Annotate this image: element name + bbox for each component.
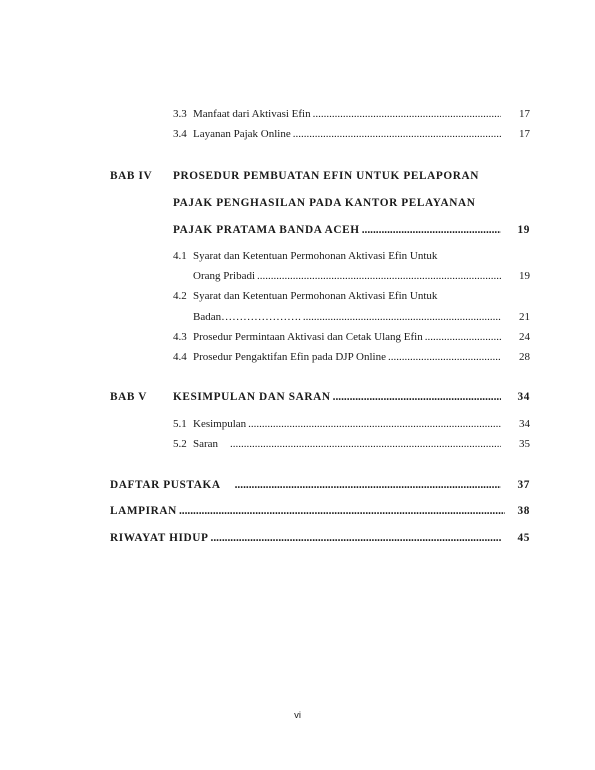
toc-entry-4-3 xyxy=(173,331,503,344)
leader-dots xyxy=(248,418,501,431)
toc-entry-number: 5.1 xyxy=(173,418,187,430)
leader-dots xyxy=(211,532,501,545)
toc-entry-label: Orang Pribadi xyxy=(193,270,256,282)
chapter-number: BAB IV xyxy=(110,170,153,182)
chapter-title-line: PAJAK PENGHASILAN PADA KANTOR PELAYANAN xyxy=(173,197,476,209)
toc-entry-page: 28 xyxy=(519,351,530,363)
leader-dots xyxy=(333,391,501,404)
leader-dots xyxy=(362,224,501,237)
leader-dots xyxy=(230,438,501,451)
toc-entry-number: 4.4 xyxy=(173,351,187,363)
toc-daftar-pustaka: DAFTAR PUSTAKA ..... xyxy=(110,479,503,492)
chapter-title-line: KESIMPULAN DAN SARAN ..... xyxy=(173,391,503,404)
chapter-page: 19 xyxy=(517,224,530,236)
leader-dots xyxy=(313,108,501,121)
leader-dots xyxy=(293,128,501,141)
leader-dots xyxy=(257,270,501,283)
toc-entry-label: Syarat dan Ketentuan Permohonan Aktivasi Efin Untuk xyxy=(193,250,438,262)
toc-entry-page: 17 xyxy=(519,128,530,140)
toc-entry-page: 38 xyxy=(517,505,530,517)
toc-entry-number: 4.1 xyxy=(173,250,187,262)
toc-entry-4-1-cont xyxy=(193,270,503,283)
toc-entry-label: Layanan Pajak Online xyxy=(193,128,291,140)
toc-entry-label: Prosedur Permintaan Aktivasi dan Cetak Ulang Efin xyxy=(193,331,423,343)
toc-entry-4-1 xyxy=(173,250,437,263)
toc-entry-label: Syarat dan Ketentuan Permohonan Aktivasi Efin Untuk xyxy=(193,290,438,302)
toc-entry-page: 24 xyxy=(519,331,530,343)
toc-entry-page: 17 xyxy=(519,108,530,120)
toc-entry-4-4 xyxy=(173,351,503,364)
toc-entry-label: Badan…………………. xyxy=(193,311,301,323)
leader-dots xyxy=(425,331,501,344)
toc-lampiran: LAMPIRAN ..... xyxy=(110,505,507,518)
toc-entry-4-2 xyxy=(173,290,437,303)
toc-entry-number: 4.3 xyxy=(173,331,187,343)
toc-entry-page: 37 xyxy=(517,479,530,491)
toc-entry-3-3 xyxy=(173,108,503,121)
leader-dots xyxy=(388,351,501,364)
toc-entry-page: 19 xyxy=(519,270,530,282)
chapter-page: 34 xyxy=(517,391,530,403)
toc-entry-4-2-cont xyxy=(193,311,503,324)
toc-entry-3-4 xyxy=(173,128,503,141)
toc-entry-number: 3.4 xyxy=(173,128,187,140)
toc-entry-label: Prosedur Pengaktifan Efin pada DJP Online xyxy=(193,351,386,363)
toc-entry-number: 5.2 xyxy=(173,438,187,450)
leader-dots xyxy=(179,505,505,518)
toc-entry-page: 34 xyxy=(519,418,530,430)
toc-entry-number: 3.3 xyxy=(173,108,187,120)
chapter-title-line: PROSEDUR PEMBUATAN EFIN UNTUK PELAPORAN xyxy=(173,170,480,182)
toc-entry-5-1 xyxy=(173,418,503,431)
toc-entry-page: 45 xyxy=(517,532,530,544)
chapter-number: BAB V xyxy=(110,391,148,403)
toc-entry-page: 21 xyxy=(519,311,530,323)
toc-entry-label: Manfaat dari Aktivasi Efin xyxy=(193,108,311,120)
toc-riwayat-hidup: RIWAYAT HIDUP ..... xyxy=(110,532,503,545)
toc-entry-label: Kesimpulan xyxy=(193,418,247,430)
toc-entry-number: 4.2 xyxy=(173,290,187,302)
chapter-title-line: PAJAK PRATAMA BANDA ACEH ..... xyxy=(173,224,503,237)
leader-dots xyxy=(235,479,501,492)
toc-entry-label: Saran xyxy=(193,438,219,450)
leader-dots xyxy=(303,311,501,324)
page-number: vi xyxy=(294,710,301,721)
toc-entry-page: 35 xyxy=(519,438,530,450)
toc-entry-5-2 xyxy=(173,438,503,451)
